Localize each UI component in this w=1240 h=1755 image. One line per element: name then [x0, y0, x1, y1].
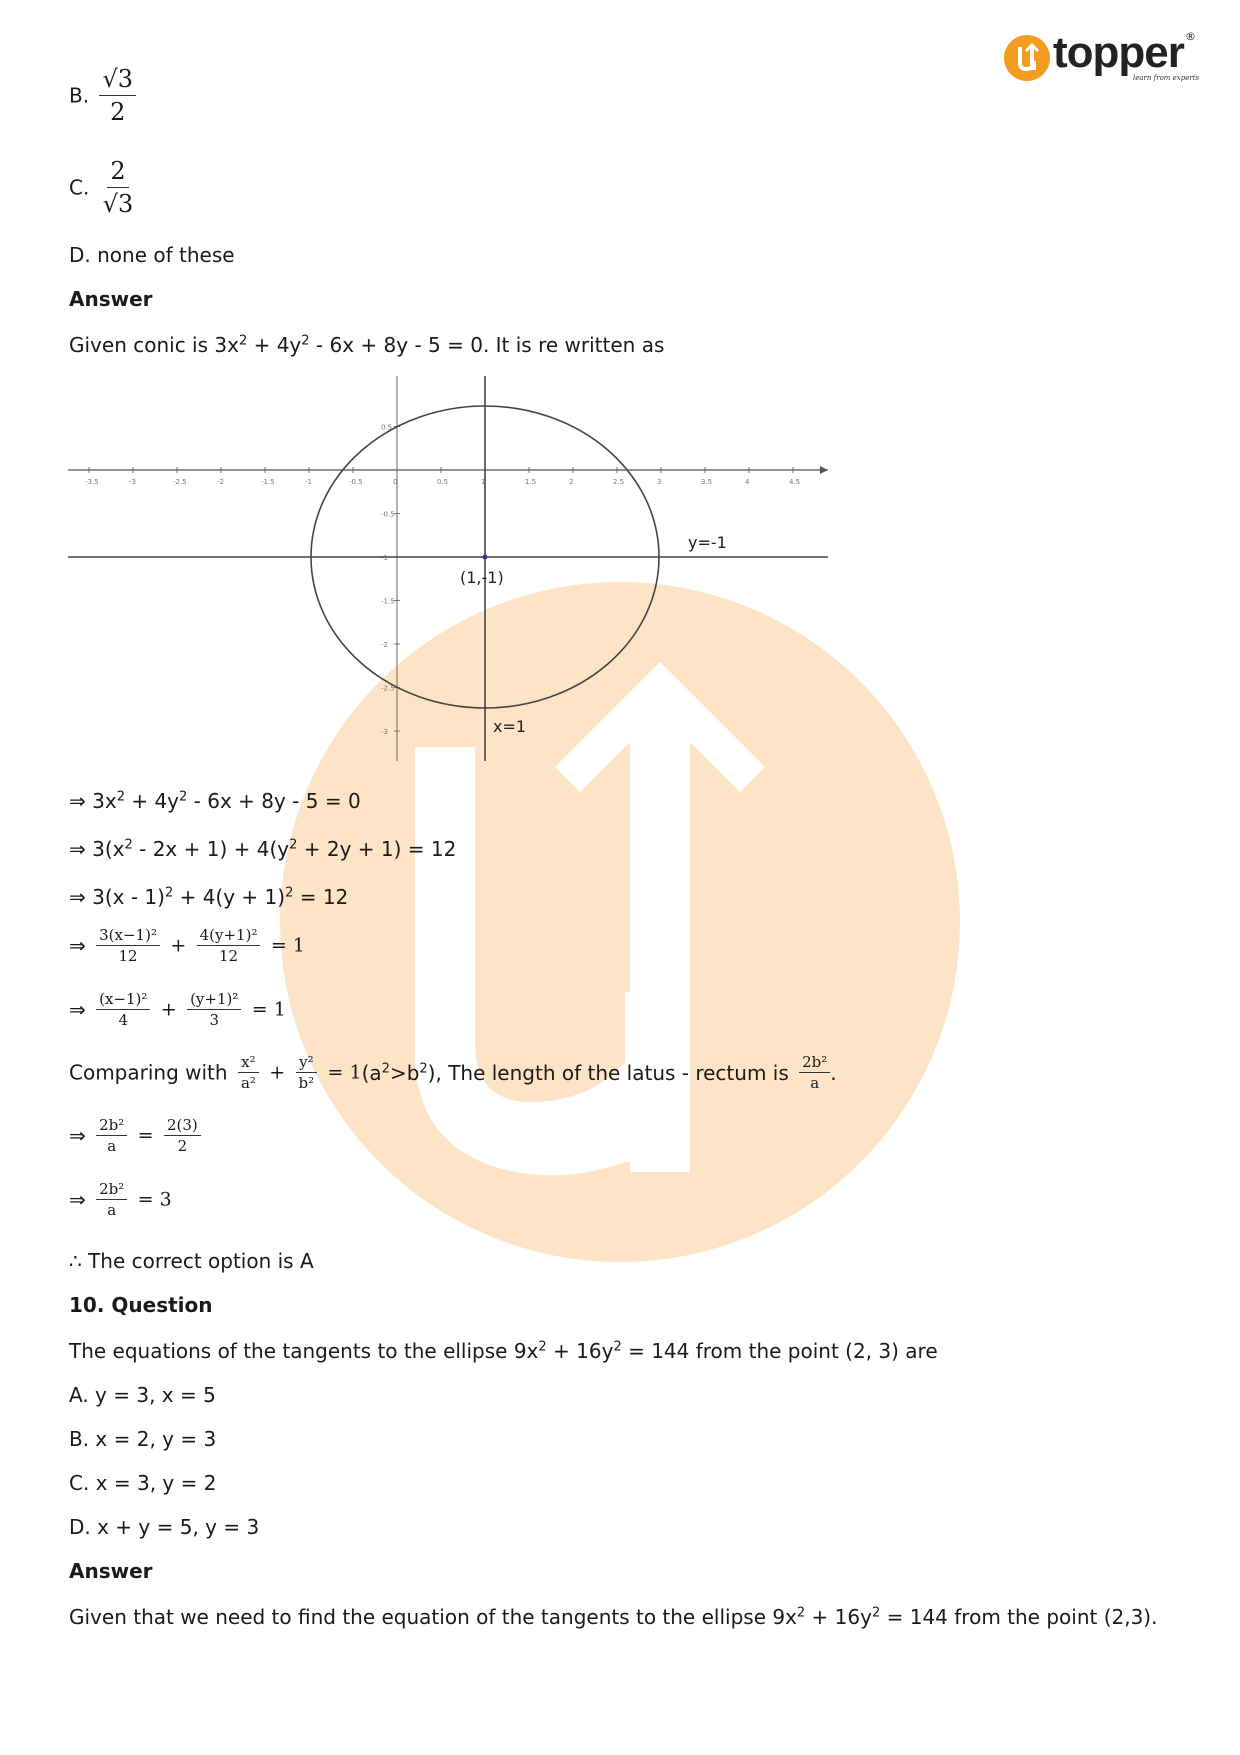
comparing-cond-a: (a: [361, 1060, 382, 1085]
x-tick-label: -0.5: [349, 478, 363, 486]
step-1-sup2: 2: [179, 789, 188, 805]
frac-step-1-plus: +: [170, 934, 187, 957]
x-tick-label: 0: [393, 478, 398, 486]
given-conic-text: [69, 332, 664, 358]
y-tick-label: -1.5: [381, 597, 395, 606]
x-tick-label: -1.5: [261, 478, 275, 486]
frac-step-1-n2: 4(y+1)²: [197, 926, 261, 946]
latus-step-2-rhs: = 3: [137, 1188, 172, 1211]
latus-step-2-n1: 2b²: [96, 1180, 127, 1200]
given-conic-post: - 6x + 8y - 5 = 0. It is re written as: [309, 333, 665, 357]
center-point: [483, 555, 488, 560]
latus-step-2: [69, 1180, 172, 1219]
option-b-denominator: 2: [110, 98, 126, 126]
answer-2-sup2: 2: [871, 1605, 881, 1621]
x-tick-label: 2: [569, 478, 574, 486]
comparing-latus-num: 2b²: [799, 1053, 830, 1073]
latus-step-2-d1: a: [107, 1201, 117, 1219]
frac-step-2: [69, 990, 286, 1029]
frac-step-1-d2: 12: [218, 947, 239, 965]
center-label: (1,-1): [460, 568, 504, 587]
frac-step-2-rhs: = 1: [251, 998, 286, 1021]
latus-step-1-d2: 2: [177, 1137, 188, 1155]
y-tick-label: -1: [381, 554, 388, 562]
x-tick-label: 2.5: [613, 478, 625, 486]
x-tick-label: 1.5: [525, 478, 537, 486]
frac-step-2-n1: (x−1)²: [96, 990, 150, 1010]
step-1-pre: ⇒ 3x: [69, 789, 117, 813]
step-2-mid: - 2x + 1) + 4(y: [132, 837, 290, 861]
q10-text-mid: + 16y: [546, 1339, 614, 1363]
comparing-cond-sup1: 2: [381, 1060, 390, 1076]
q10-text-pre: The equations of the tangents to the ellipse 9x: [69, 1339, 539, 1363]
q10-option-b: B. x = 2, y = 3: [69, 1427, 217, 1451]
given-conic-pre: Given conic is 3x: [69, 333, 239, 357]
given-conic-sup1: 2: [238, 333, 248, 349]
frac-step-2-term1: [96, 990, 150, 1029]
frac-step-2-d1: 4: [118, 1011, 129, 1029]
option-b-numerator: √3: [99, 64, 136, 96]
latus-step-2-arrow: ⇒: [69, 1187, 86, 1212]
option-b-letter: B.: [69, 83, 90, 108]
q10-text-sup2: 2: [613, 1339, 622, 1355]
comparing-pre: Comparing with: [69, 1060, 228, 1085]
step-1-post: - 6x + 8y - 5 = 0: [187, 789, 361, 813]
y-tick-label: -2.5: [381, 684, 395, 693]
option-d: D. none of these: [69, 243, 235, 267]
frac-step-2-n2: (y+1)²: [187, 990, 241, 1010]
line-x-label: x=1: [493, 717, 527, 736]
step-2-sup2: 2: [289, 837, 298, 853]
x-tick-label: 4.5: [789, 478, 801, 486]
comparing-d2: b²: [298, 1074, 315, 1092]
comparing-cond-sup2: 2: [419, 1060, 428, 1076]
q10-text-post: = 144 from the point (2, 3) are: [621, 1339, 938, 1363]
topper-logo[interactable]: [1003, 28, 1203, 90]
x-tick-label: -3.5: [85, 478, 99, 486]
comparing-latus-fraction: [799, 1053, 830, 1092]
latus-step-1: [69, 1116, 205, 1155]
comparing-post: ), The length of the latus - rectum is: [427, 1060, 789, 1085]
latus-step-1-rhs: [164, 1116, 201, 1155]
q10-text-sup1: 2: [538, 1339, 547, 1355]
x-tick-label: -2: [217, 478, 224, 486]
x-tick-label: -2.5: [173, 478, 187, 486]
given-conic-mid: + 4y: [247, 333, 302, 357]
y-tick-label: -0.5: [381, 510, 395, 519]
ellipse-graph: [68, 376, 828, 761]
frac-step-2-d2: 3: [209, 1011, 219, 1029]
conclusion: ∴ The correct option is A: [69, 1249, 314, 1273]
step-1: [69, 788, 361, 814]
given-conic-sup2: 2: [301, 333, 310, 349]
question-10-heading: 10. Question: [69, 1293, 213, 1317]
frac-step-1-term1: [96, 926, 160, 965]
option-c-letter: C.: [69, 175, 90, 200]
step-2-pre: ⇒ 3(x: [69, 837, 125, 861]
y-tick-label: 0.5: [381, 423, 393, 432]
latus-step-1-lhs: [96, 1116, 127, 1155]
latus-step-1-n1: 2b²: [96, 1116, 127, 1136]
frac-step-1-term2: [197, 926, 261, 965]
comparing-plus: +: [269, 1061, 286, 1084]
comparing-cond-mid: >b: [389, 1060, 420, 1085]
topper-mark-icon: [1003, 34, 1051, 82]
step-2-post: + 2y + 1) = 12: [297, 837, 457, 861]
frac-step-2-term2: [187, 990, 241, 1029]
comparing-term2: [296, 1053, 318, 1092]
latus-step-1-d1: a: [107, 1137, 117, 1155]
latus-step-1-arrow: ⇒: [69, 1123, 86, 1148]
option-b-fraction: [99, 64, 136, 127]
option-b: [69, 64, 140, 127]
comparing-d1: a²: [240, 1074, 256, 1092]
frac-step-1-rhs: = 1: [270, 934, 305, 957]
answer-2-pre: Given that we need to find the equation of the tangents to the ellipse 9x: [69, 1605, 797, 1629]
q10-option-d: D. x + y = 5, y = 3: [69, 1515, 260, 1539]
logo-registered-mark: ®: [1185, 30, 1196, 43]
latus-step-2-lhs: [96, 1180, 127, 1219]
x-tick-label: -3: [129, 478, 136, 486]
option-c: [69, 156, 140, 219]
step-1-mid: + 4y: [124, 789, 180, 813]
frac-step-2-plus: +: [160, 998, 177, 1021]
logo-tagline: learn from experts: [1133, 74, 1200, 82]
step-1-sup1: 2: [116, 789, 125, 805]
step-3-sup1: 2: [164, 885, 174, 901]
option-c-denominator: √3: [102, 190, 134, 218]
frac-step-2-arrow: ⇒: [69, 997, 86, 1022]
step-3: [69, 884, 348, 910]
comparing-line: [69, 1053, 837, 1092]
comparing-end: .: [830, 1060, 837, 1085]
step-3-mid: + 4(y + 1): [173, 885, 286, 909]
answer-2-text: [69, 1604, 1157, 1630]
step-2-sup1: 2: [124, 837, 133, 853]
x-tick-label: -1: [305, 478, 312, 486]
step-2: [69, 836, 456, 862]
option-c-numerator: 2: [107, 156, 128, 188]
answer-2-post: = 144 from the point (2,3).: [880, 1605, 1158, 1629]
step-3-sup2: 2: [285, 885, 294, 901]
line-y-label: y=-1: [688, 533, 727, 552]
frac-step-1-n1: 3(x−1)²: [96, 926, 160, 946]
comparing-condition: [362, 1061, 789, 1085]
x-tick-label: 3: [657, 478, 662, 486]
comparing-n2: y²: [296, 1053, 317, 1073]
answer-2-mid: + 16y: [805, 1605, 872, 1629]
y-tick-label: -3: [381, 728, 388, 736]
answer-2-heading: Answer: [69, 1559, 153, 1583]
x-tick-label: 0.5: [437, 478, 449, 486]
comparing-latus-den: a: [810, 1074, 820, 1092]
frac-step-1-arrow: ⇒: [69, 933, 86, 958]
answer-2-sup1: 2: [796, 1605, 806, 1621]
frac-step-1: [69, 926, 305, 965]
q10-option-c: C. x = 3, y = 2: [69, 1471, 217, 1495]
comparing-n1: x²: [238, 1053, 258, 1073]
x-tick-label: 4: [745, 478, 750, 486]
x-axis-arrow: [820, 466, 828, 474]
latus-step-1-n2: 2(3): [164, 1116, 201, 1136]
question-10-text: [69, 1338, 938, 1364]
step-3-post: = 12: [293, 885, 349, 909]
logo-brand-text: topper: [1053, 28, 1184, 77]
x-tick-label: 3.5: [701, 478, 713, 486]
frac-step-1-d1: 12: [118, 947, 138, 965]
comparing-term1: [238, 1053, 259, 1092]
comparing-eq: = 1: [327, 1061, 362, 1084]
latus-step-1-eq: =: [137, 1124, 154, 1147]
y-tick-label: -2: [381, 641, 388, 649]
x-tick-label: 1: [481, 478, 486, 486]
q10-option-a: A. y = 3, x = 5: [69, 1383, 216, 1407]
option-c-fraction: [100, 156, 137, 219]
answer-heading: Answer: [69, 287, 153, 311]
step-3-pre: ⇒ 3(x - 1): [69, 885, 165, 909]
